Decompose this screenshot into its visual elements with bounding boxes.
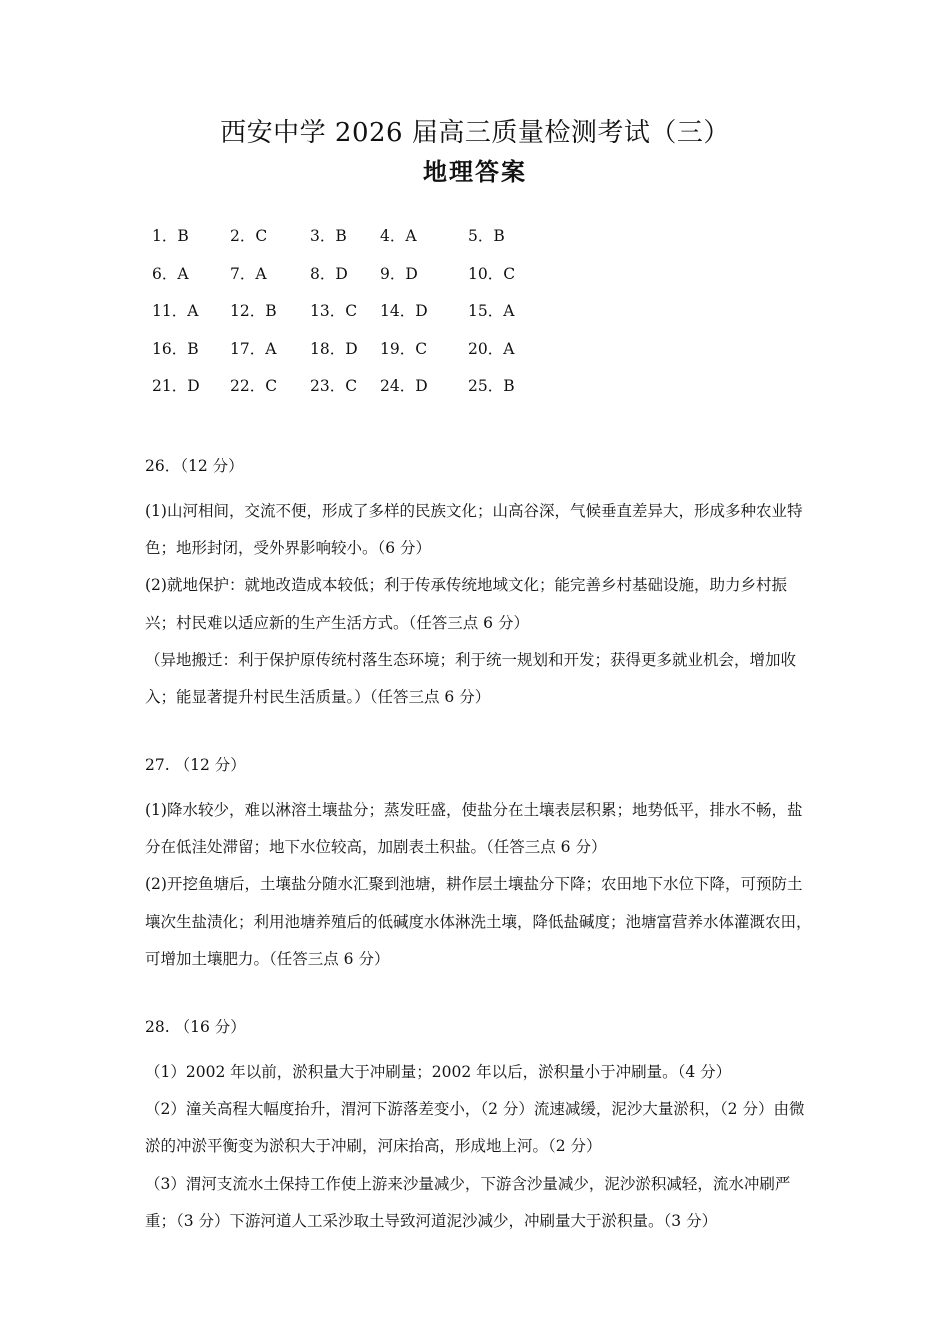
answer-item: 15．A — [468, 302, 515, 320]
question-28-heading: 28. （16 分） — [145, 1018, 246, 1036]
answer-item: 20．A — [468, 339, 515, 358]
answer-item: 16．B — [152, 339, 199, 358]
page-title: 西安中学 2026 届高三质量检测考试（三） — [220, 118, 730, 148]
question-28-part-1: （1）2002 年以前，淤积量大于冲刷量；2002 年以后，淤积量小于冲刷量。（4 分） — [145, 1063, 732, 1081]
question-27-part-2: (2)开挖鱼塘后，土壤盐分随水汇聚到池塘，耕作层土壤盐分下降；农田地下水位下降，可预防土壤次生盐渍化；利用池塘养殖后的低碱度水体淋洗土壤，降低盐碱度；池塘富营养水体灌溉农田，可增加土壤肥力。（任答三点 6 分） — [145, 875, 812, 968]
question-26-part-1: (1)山河相间，交流不便，形成了多样的民族文化；山高谷深，气候垂直差异大，形成多种农业特色；地形封闭，受外界影响较小。（6 分） — [145, 502, 803, 558]
answer-item: 12．B — [230, 302, 277, 320]
answer-item: 13．C — [310, 302, 358, 320]
question-26-alternative: （异地搬迁：利于保护原传统村落生态环境；利于统一规划和开发；获得更多就业机会，增加收入；能显著提升村民生活质量。）（任答三点 6 分） — [145, 650, 797, 707]
answer-item: 24．D — [380, 377, 428, 395]
question-28-section — [145, 1017, 815, 1240]
page-subtitle: 地理答案 — [423, 157, 527, 186]
question-27-section — [145, 755, 815, 978]
answer-item: 19．C — [380, 339, 428, 358]
question-27-part-1: (1)降水较少，难以淋溶土壤盐分；蒸发旺盛，使盐分在土壤表层积累；地势低平，排水不畅，盐分在低洼处滞留；地下水位较高，加剧表土积盐。（任答三点 6 分） — [145, 801, 803, 857]
answer-item: 9．D — [380, 264, 418, 283]
answer-item: 10．C — [468, 264, 516, 283]
answer-item: 11．A — [152, 302, 199, 320]
answer-item: 18．D — [310, 339, 358, 358]
question-26-section — [145, 456, 815, 716]
answer-item: 5．B — [468, 227, 505, 245]
answer-item: 22．C — [230, 377, 278, 395]
question-28-part-2: （2）潼关高程大幅度抬升，渭河下游落差变小，（2 分）流速减缓，泥沙大量淤积，（2 分）由微淤的冲淤平衡变为淤积大于冲刷，河床抬高，形成地上河。（2 分） — [145, 1100, 805, 1156]
answer-item: 23．C — [310, 377, 358, 395]
answer-item: 7．A — [230, 264, 267, 283]
question-26-heading: 26．（12 分） — [145, 457, 244, 475]
answer-item: 4．A — [380, 227, 417, 245]
answer-item: 8．D — [310, 264, 348, 283]
question-26-part-2: (2)就地保护：就地改造成本较低；利于传承传统地域文化；能完善乡村基础设施，助力乡村振兴；村民难以适应新的生产生活方式。（任答三点 6 分） — [145, 576, 787, 632]
question-27-heading: 27. （12 分） — [145, 756, 246, 774]
answer-item: 1．B — [152, 227, 189, 245]
answer-item: 17．A — [230, 339, 277, 358]
answer-item: 6．A — [152, 264, 189, 283]
question-28-part-3: （3）渭河支流水土保持工作使上游来沙量减少，下游含沙量减少，泥沙淤积减轻，流水冲刷严重；（3 分）下游河道人工采沙取土导致河道泥沙减少，冲刷量大于淤积量。（3 分） — [145, 1174, 791, 1230]
answer-item: 2．C — [230, 227, 268, 245]
answer-item: 14．D — [380, 302, 428, 320]
answer-item: 3．B — [310, 227, 347, 245]
answer-item: 21．D — [152, 377, 200, 395]
answer-item: 25．B — [468, 377, 515, 395]
